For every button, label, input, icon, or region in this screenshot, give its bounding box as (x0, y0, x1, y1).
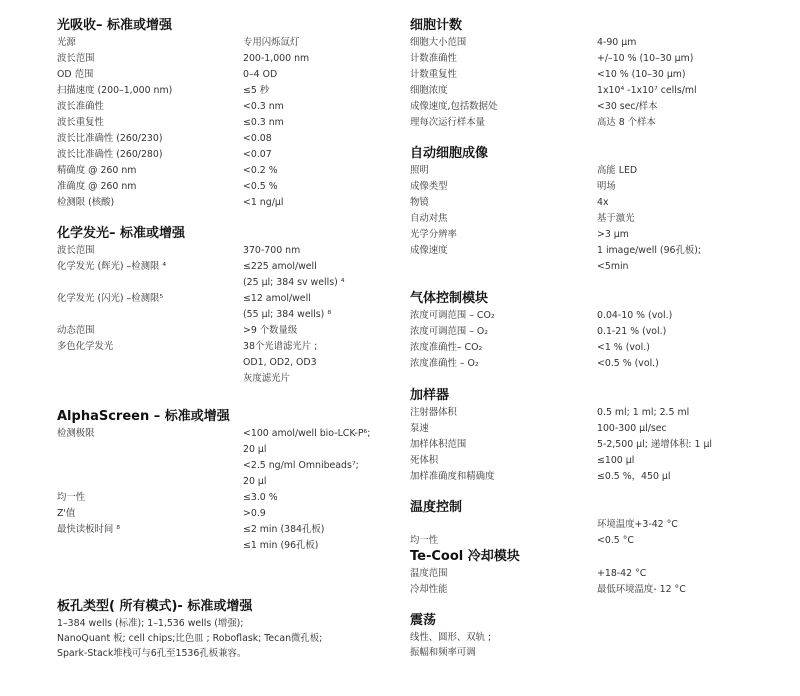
spec-row (57, 371, 387, 387)
note-line: 1–384 wells (标准); 1–1,536 wells (增强); (57, 618, 244, 629)
spec-row (57, 291, 387, 307)
spec-label: 动态范围 (57, 325, 95, 336)
spec-row (57, 115, 387, 131)
spec-row (57, 339, 387, 355)
spec-value: <0.2 % (243, 165, 278, 176)
spec-label: 成像速度 (410, 245, 448, 256)
spec-value: >9 个数量级 (243, 325, 298, 336)
spec-label: 波长范围 (57, 245, 95, 256)
spec-label: 计数重复性 (410, 69, 457, 80)
spec-value: ≤0.3 nm (243, 117, 284, 128)
spec-row (410, 582, 770, 598)
spec-value: 0.04-10 % (vol.) (597, 310, 673, 321)
section-title: 光吸收– 标准或增强 (57, 18, 173, 33)
spec-row (57, 67, 387, 83)
section-title: 震荡 (410, 613, 437, 628)
spec-label: 波长准确性 (57, 101, 104, 112)
spec-row (410, 324, 770, 340)
spec-value: ≤225 amol/well (243, 261, 317, 272)
spec-row (410, 67, 770, 83)
spec-row (57, 490, 387, 506)
spec-label: 检测限 (核酸) (57, 197, 115, 208)
spec-value: <0.08 (243, 133, 272, 144)
spec-label: 加样准确度和精确度 (410, 471, 495, 482)
spec-row (57, 99, 387, 115)
section-te-cool (410, 548, 770, 598)
spec-label: 均一性 (410, 535, 439, 546)
spec-value: +/–10 % (10–30 μm) (597, 53, 694, 64)
spec-label: 加样体积范围 (410, 439, 467, 450)
spec-row (410, 115, 770, 131)
spec-label: OD 范围 (57, 69, 94, 80)
spec-value: 0–4 OD (243, 69, 278, 80)
section-title: 细胞计数 (410, 18, 463, 33)
spec-value: (25 μl; 384 sv wells) ⁴ (243, 277, 345, 288)
spec-row (410, 533, 770, 549)
spec-row (410, 211, 770, 227)
spec-label: 均一性 (57, 492, 86, 503)
section-title: Te-Cool 冷却模块 (410, 549, 520, 564)
spec-value: <0.5 % (vol.) (597, 358, 659, 369)
note-line: 线性、圆形、双轨 ; (410, 632, 492, 643)
spec-value: 最低环境温度- 12 °C (597, 584, 686, 595)
spec-row (57, 83, 387, 99)
spec-label: Z'值 (57, 508, 76, 519)
section-temperature (410, 499, 770, 549)
section-title: 板孔类型( 所有模式)- 标准或增强 (57, 599, 253, 614)
spec-row (410, 243, 770, 259)
spec-value: <5min (597, 261, 629, 272)
spec-label: 细胞浓度 (410, 85, 448, 96)
spec-value: ≤5 秒 (243, 85, 270, 96)
spec-label: 浓度可调范围 – CO₂ (410, 310, 495, 321)
spec-label: 死体积 (410, 455, 439, 466)
spec-value: OD1, OD2, OD3 (243, 357, 317, 368)
spec-value: <0.07 (243, 149, 272, 160)
spec-label: 波长比准确性 (260/280) (57, 149, 163, 160)
spec-row (410, 179, 770, 195)
spec-value: 环境温度+3-42 °C (597, 519, 678, 530)
spec-label: 温度范围 (410, 568, 448, 579)
spec-row (57, 35, 387, 51)
spec-label: 准确度 @ 260 nm (57, 181, 137, 192)
section-plates (57, 598, 387, 661)
spec-value: <1 % (vol.) (597, 342, 650, 353)
spec-label: 照明 (410, 165, 429, 176)
spec-row (410, 35, 770, 51)
spec-row (57, 179, 387, 195)
spec-row (57, 506, 387, 522)
spec-label: 化学发光 (辉光) –检测限 ⁴ (57, 261, 167, 272)
section-title: 化学发光– 标准或增强 (57, 226, 186, 241)
section-injector (410, 387, 770, 485)
spec-label: 成像速度,包括数据处 (410, 101, 498, 112)
spec-row (410, 356, 770, 372)
spec-value: <2.5 ng/ml Omnibeads⁷; (243, 460, 359, 471)
spec-value: 专用闪烁氙灯 (243, 37, 300, 48)
note-line: NanoQuant 板; cell chips;比色皿 ; Roboflask; Tecan微孔板; (57, 633, 323, 644)
spec-row (57, 195, 387, 211)
spec-label: 光源 (57, 37, 76, 48)
spec-row (57, 307, 387, 323)
spec-label: 理每次运行样本量 (410, 117, 486, 128)
spec-row (57, 147, 387, 163)
spec-value: <0.3 nm (243, 101, 284, 112)
spec-row (410, 99, 770, 115)
spec-label: 细胞大小范围 (410, 37, 467, 48)
spec-value: 100-300 μl/sec (597, 423, 667, 434)
spec-value: 5-2,500 μl; 递增体积: 1 μl (597, 439, 713, 450)
section-alphascreen (57, 408, 387, 554)
spec-value: +18-42 °C (597, 568, 647, 579)
section-cell-counting (410, 17, 770, 131)
spec-label: 物镜 (410, 197, 429, 208)
section-chemiluminescence (57, 225, 387, 387)
spec-label: 最快读板时间 ⁸ (57, 524, 120, 535)
spec-value: ≤0.5 %，450 μl (597, 471, 671, 482)
spec-value: <100 amol/well bio-LCK-P⁶; (243, 428, 371, 439)
spec-label: 浓度准确性 – O₂ (410, 358, 479, 369)
spec-row (410, 163, 770, 179)
spec-value: 4x (597, 197, 609, 208)
spec-label: 化学发光 (闪光) –检测限⁵ (57, 293, 164, 304)
spec-row (410, 437, 770, 453)
spec-value: <0.5 °C (597, 535, 634, 546)
spec-value: 20 μl (243, 444, 267, 455)
spec-row (410, 566, 770, 582)
spec-row (57, 522, 387, 538)
section-title: 温度控制 (410, 500, 463, 515)
spec-row (410, 51, 770, 67)
spec-label: 注射器体积 (410, 407, 457, 418)
spec-label: 检测极限 (57, 428, 95, 439)
spec-row (410, 469, 770, 485)
spec-label: 光学分辨率 (410, 229, 457, 240)
spec-value: >3 μm (597, 229, 629, 240)
spec-value: 明场 (597, 181, 616, 192)
spec-value: ≤12 amol/well (243, 293, 311, 304)
note-line: 振幅和频率可调 (410, 647, 476, 658)
section-title: 气体控制模块 (410, 291, 489, 306)
spec-row (410, 227, 770, 243)
spec-label: 冷却性能 (410, 584, 448, 595)
spec-value: (55 μl; 384 wells) ⁸ (243, 309, 332, 320)
spec-row (410, 195, 770, 211)
spec-label: 波长范围 (57, 53, 95, 64)
spec-value: 1x10⁴ -1x10⁷ cells/ml (597, 85, 697, 96)
section-gas-control (410, 290, 770, 372)
spec-value: ≤1 min (96孔板) (243, 540, 319, 551)
spec-label: 浓度可调范围 – O₂ (410, 326, 489, 337)
spec-value: 基于激光 (597, 213, 635, 224)
spec-label: 波长比准确性 (260/230) (57, 133, 163, 144)
section-absorbance (57, 17, 387, 211)
spec-label: 计数准确性 (410, 53, 457, 64)
spec-label: 浓度准确性– CO₂ (410, 342, 483, 353)
spec-row (57, 442, 387, 458)
spec-row (57, 355, 387, 371)
spec-row (57, 275, 387, 291)
spec-value: ≤100 μl (597, 455, 635, 466)
section-cell-imaging (410, 145, 770, 275)
spec-row (57, 323, 387, 339)
spec-row (57, 426, 387, 442)
spec-value: <1 ng/μl (243, 197, 284, 208)
spec-value: <30 sec/样本 (597, 101, 658, 112)
spec-row (57, 259, 387, 275)
spec-row (410, 453, 770, 469)
spec-value: ≤3.0 % (243, 492, 278, 503)
section-shaking (410, 612, 770, 660)
spec-row (410, 517, 770, 533)
spec-value: 370-700 nm (243, 245, 301, 256)
spec-label: 多色化学发光 (57, 341, 114, 352)
spec-label: 精确度 @ 260 nm (57, 165, 137, 176)
spec-label: 成像类型 (410, 181, 448, 192)
spec-row (57, 163, 387, 179)
spec-row (57, 538, 387, 554)
spec-value: <0.5 % (243, 181, 278, 192)
spec-row (57, 458, 387, 474)
spec-value: 200-1,000 nm (243, 53, 310, 64)
spec-row (410, 340, 770, 356)
spec-value: ≤2 min (384孔板) (243, 524, 325, 535)
spec-value: 1 image/well (96孔板); (597, 245, 702, 256)
spec-row (57, 131, 387, 147)
section-title: 加样器 (410, 388, 450, 403)
spec-value: 灰度滤光片 (243, 373, 290, 384)
spec-label: 自动对焦 (410, 213, 448, 224)
note-line: Spark-Stack堆栈可与6孔至1536孔板兼容。 (57, 648, 247, 659)
spec-row (410, 308, 770, 324)
spec-label: 波长重复性 (57, 117, 104, 128)
spec-value: <10 % (10–30 μm) (597, 69, 686, 80)
spec-value: >0.9 (243, 508, 266, 519)
spec-row (57, 474, 387, 490)
spec-value: 0.1-21 % (vol.) (597, 326, 667, 337)
spec-row (410, 421, 770, 437)
spec-row (410, 83, 770, 99)
spec-value: 高达 8 个样本 (597, 117, 656, 128)
section-title: 自动细胞成像 (410, 146, 489, 161)
spec-row (410, 259, 770, 275)
spec-value: 0.5 ml; 1 ml; 2.5 ml (597, 407, 690, 418)
spec-label: 扫描速度 (200–1,000 nm) (57, 85, 173, 96)
spec-value: 高能 LED (597, 165, 638, 176)
section-title: AlphaScreen – 标准或增强 (57, 409, 230, 424)
spec-value: 38个光谱滤光片 ; (243, 341, 318, 352)
spec-label: 泵速 (410, 423, 429, 434)
spec-value: 4-90 μm (597, 37, 637, 48)
spec-row (410, 405, 770, 421)
spec-row (57, 243, 387, 259)
spec-row (57, 51, 387, 67)
spec-value: 20 μl (243, 476, 267, 487)
